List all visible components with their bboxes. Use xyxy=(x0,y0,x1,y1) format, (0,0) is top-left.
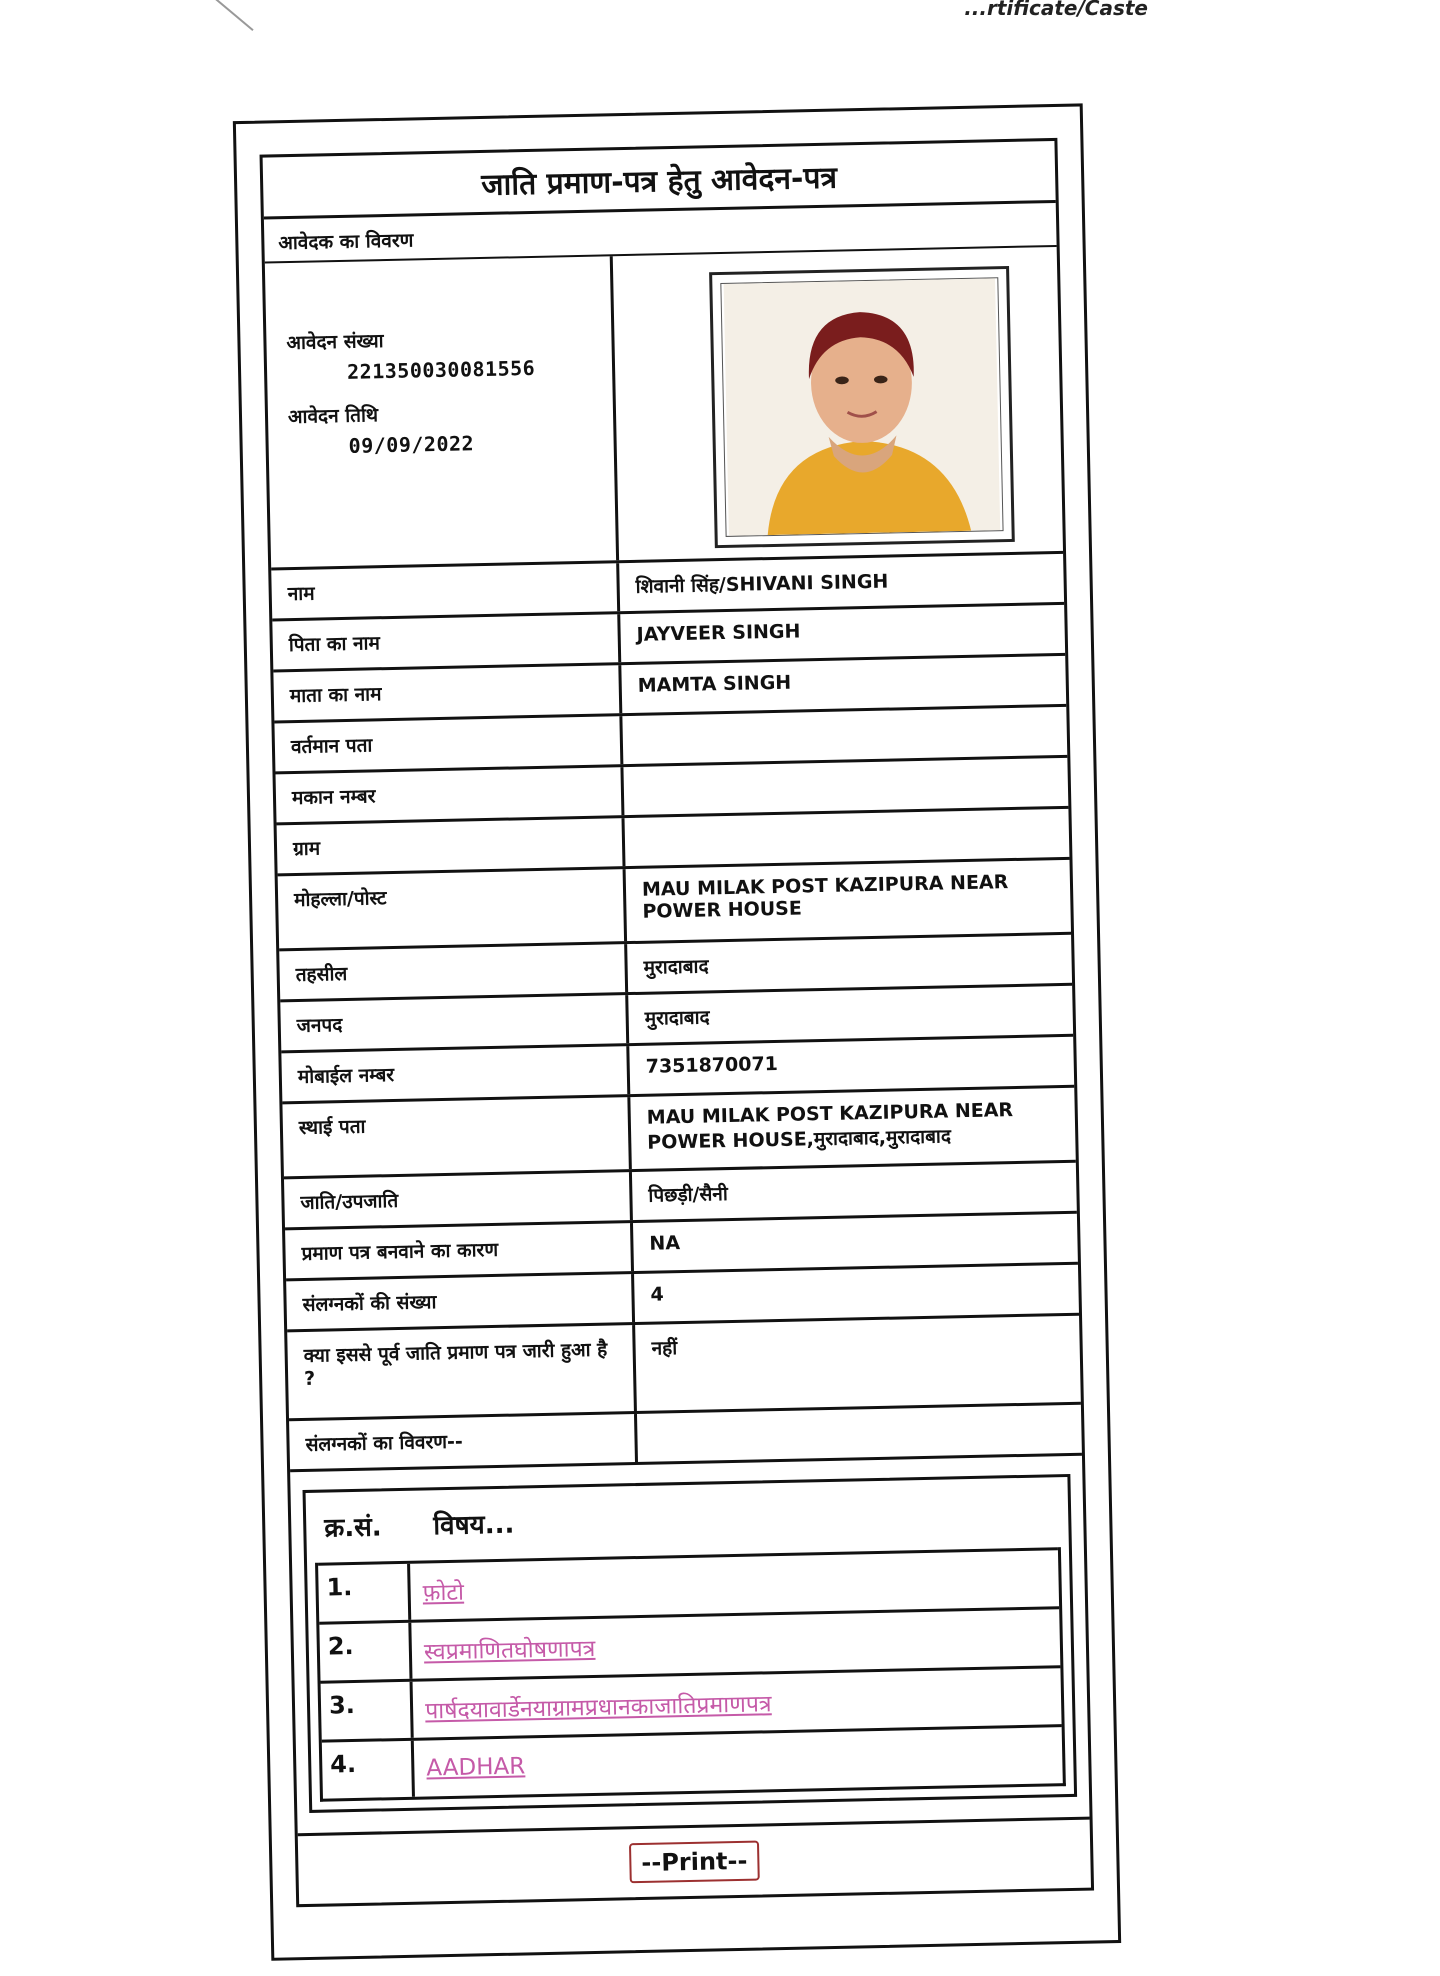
application-date-label: आवेदन तिथि xyxy=(287,404,379,429)
field-value xyxy=(625,809,1070,866)
field-value xyxy=(623,758,1068,815)
print-button[interactable]: --Print-- xyxy=(629,1841,760,1884)
field-value: नहीं xyxy=(651,1337,678,1360)
attachments-list xyxy=(315,1547,1066,1802)
attachments-table xyxy=(303,1474,1078,1813)
field-label: मोहल्ला/पोस्ट xyxy=(278,869,627,948)
field-value: मुरादाबाद xyxy=(644,1006,710,1030)
field-label: जाति/उपजाति xyxy=(284,1172,633,1227)
attachment-no: 2. xyxy=(319,1623,412,1681)
field-label: वर्तमान पता xyxy=(274,716,623,771)
field-value: MAMTA SINGH xyxy=(637,671,792,697)
attachment-link[interactable]: AADHAR xyxy=(426,1753,526,1782)
photo-cell xyxy=(613,247,1063,560)
col-subject-header: विषय... xyxy=(433,1509,515,1542)
field-label: जनपद xyxy=(280,995,629,1050)
field-value: 4 xyxy=(650,1283,664,1306)
field-label: पिता का नाम xyxy=(272,614,621,669)
application-no-label: आवेदन संख्या xyxy=(286,330,384,355)
application-form xyxy=(260,138,1095,1907)
page-edge-line xyxy=(206,0,253,31)
attachment-link[interactable]: स्वप्रमाणितघोषणापत्र xyxy=(423,1635,596,1666)
field-label: संलग्नकों का विवरण-- xyxy=(289,1414,638,1469)
field-label: स्थाई पता xyxy=(282,1097,631,1176)
field-label: क्या इससे पूर्व जाति प्रमाण पत्र जारी हुआ है ? xyxy=(287,1325,637,1418)
field-value xyxy=(622,707,1067,764)
application-no: 221350030081556 xyxy=(346,355,536,384)
field-value: MAU MILAK POST KAZIPURA NEAR POWER HOUSE,मुरादाबाद,मुरादाबाद xyxy=(646,1099,1014,1154)
field-value: मुरादाबाद xyxy=(643,955,709,979)
portrait-image xyxy=(721,278,1002,536)
applicant-details-label: आवेदक का विवरण xyxy=(264,203,1057,264)
application-info-block xyxy=(265,247,1063,571)
field-value: 7351870071 xyxy=(645,1052,779,1078)
field-label: माता का नाम xyxy=(273,665,622,720)
application-info xyxy=(265,256,619,567)
field-label: मकान नम्बर xyxy=(276,767,625,822)
attachment-no: 4. xyxy=(322,1741,415,1799)
attachment-link[interactable]: पार्षदयावार्डेनयाग्रामप्रधानकाजातिप्रमाणपत्र xyxy=(424,1691,772,1725)
field-label: संलग्नकों की संख्या xyxy=(286,1274,635,1329)
field-label: प्रमाण पत्र बनवाने का कारण xyxy=(285,1223,634,1278)
col-serial-header: क्र.सं. xyxy=(324,1512,382,1544)
form-row xyxy=(287,1316,1081,1422)
applicant-photo xyxy=(709,266,1015,548)
field-value: NA xyxy=(649,1232,681,1255)
field-value xyxy=(637,1405,1082,1462)
field-label: ग्राम xyxy=(277,818,626,873)
field-label: मोबाईल नम्बर xyxy=(281,1046,630,1101)
field-label: नाम xyxy=(271,563,620,618)
field-value: JAYVEER SINGH xyxy=(636,620,801,646)
field-value: शिवानी सिंह/SHIVANI SINGH xyxy=(635,570,889,598)
field-label: तहसील xyxy=(279,944,628,999)
application-date: 09/09/2022 xyxy=(348,431,475,458)
field-value: MAU MILAK POST KAZIPURA NEAR POWER HOUSE xyxy=(641,871,1009,923)
header-fragment: ...rtificate/Caste xyxy=(964,0,1148,20)
printed-sheet xyxy=(203,103,1159,1962)
form-title: जाति प्रमाण-पत्र हेतु आवेदन-पत्र xyxy=(263,141,1056,220)
attachment-no: 1. xyxy=(318,1564,411,1622)
attachment-no: 3. xyxy=(321,1682,414,1740)
attachment-link[interactable]: फ़ोटो xyxy=(422,1579,465,1607)
field-value: पिछड़ी/सैनी xyxy=(648,1183,729,1207)
attachments-section xyxy=(290,1456,1089,1837)
